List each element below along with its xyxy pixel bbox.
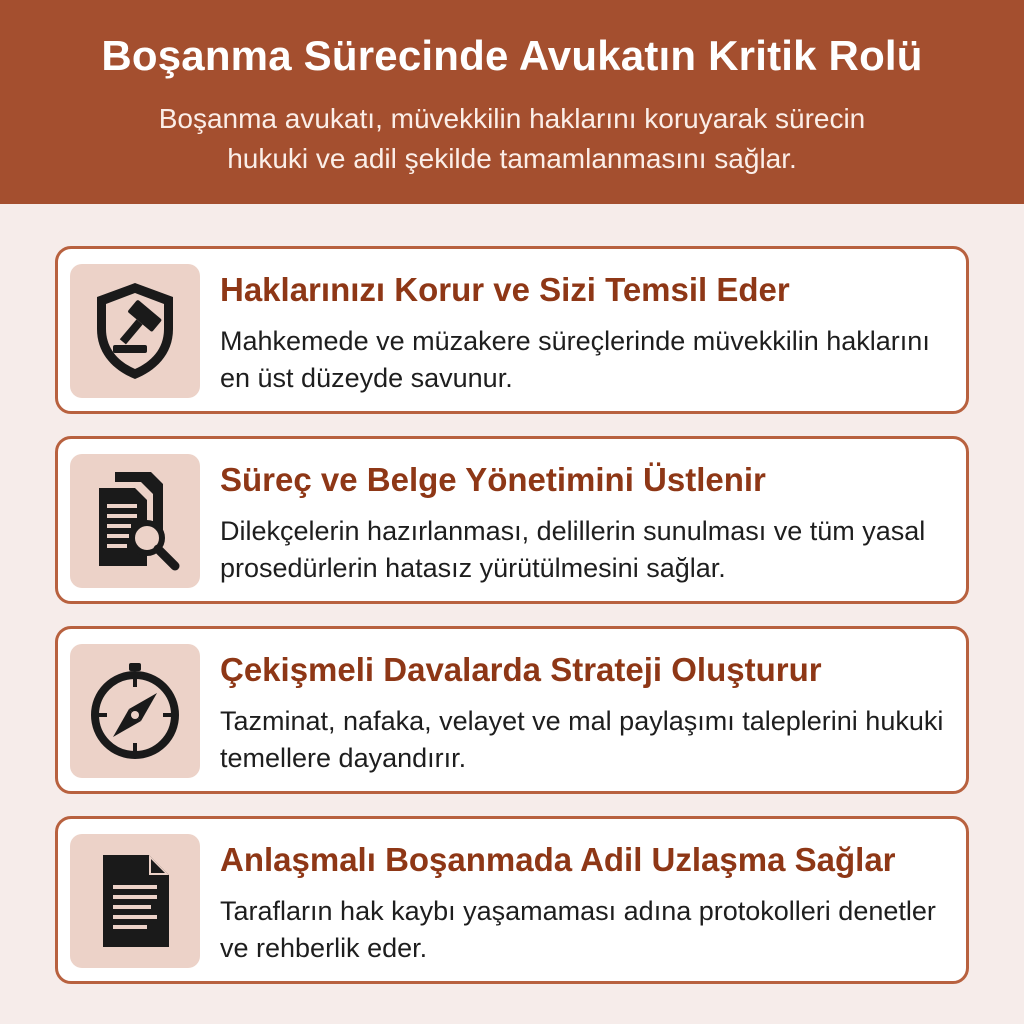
card-fair-settlement xyxy=(55,816,969,984)
card-icon-box xyxy=(70,264,200,398)
card-description: Mahkemede ve müzakere süreçlerinde müvekkilin haklarını en üst düzeyde savunur. xyxy=(220,326,930,393)
compass-icon xyxy=(85,659,185,763)
card-title: Çekişmeli Davalarda Strateji Oluşturur xyxy=(220,651,822,688)
card-title: Haklarınızı Korur ve Sizi Temsil Eder xyxy=(220,271,790,308)
card-process-documents xyxy=(55,436,969,604)
card-icon-box xyxy=(70,644,200,778)
document-icon xyxy=(93,849,177,953)
header-banner xyxy=(0,0,1024,204)
card-icon-box xyxy=(70,454,200,588)
page-subtitle: Boşanma avukatı, müvekkilin haklarını koruyarak sürecin hukuki ve adil şekilde tamamlanmasını sağlar. xyxy=(158,103,866,174)
card-description: Tarafların hak kaybı yaşamaması adına protokolleri denetler ve rehberlik eder. xyxy=(220,896,936,963)
card-title: Süreç ve Belge Yönetimini Üstlenir xyxy=(220,461,766,498)
shield-gavel-icon xyxy=(87,279,183,383)
documents-magnifier-icon xyxy=(85,468,185,574)
card-protect-rights xyxy=(55,246,969,414)
card-description: Tazminat, nafaka, velayet ve mal paylaşımı taleplerini hukuki temellere dayandırır. xyxy=(220,706,944,773)
card-icon-box xyxy=(70,834,200,968)
card-description: Dilekçelerin hazırlanması, delillerin sunulması ve tüm yasal prosedürlerin hatasız yürütülmesini sağlar. xyxy=(220,516,926,583)
card-strategy xyxy=(55,626,969,794)
page-title: Boşanma Sürecinde Avukatın Kritik Rolü xyxy=(101,32,923,79)
card-title: Anlaşmalı Boşanmada Adil Uzlaşma Sağlar xyxy=(220,841,896,878)
